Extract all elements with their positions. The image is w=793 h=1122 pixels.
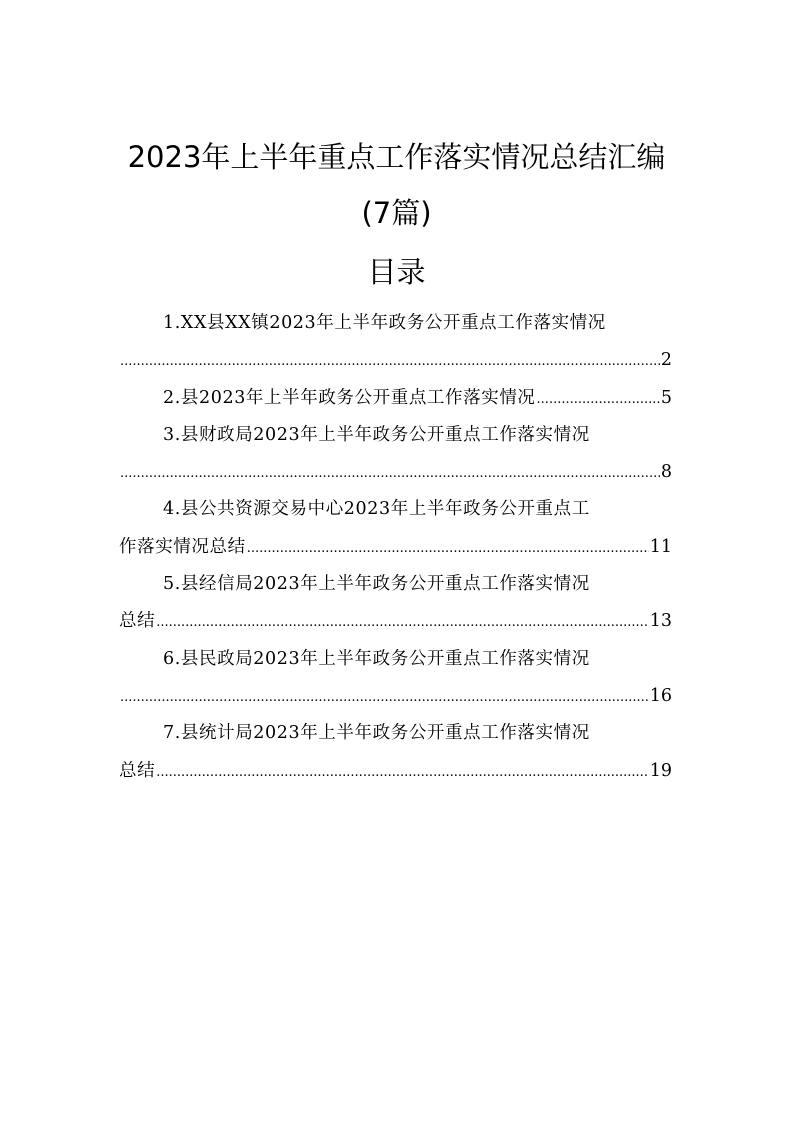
document-subtitle: (7篇) — [361, 196, 432, 230]
dot-leader — [537, 381, 660, 417]
toc-entry-title-cont: 总结 — [119, 611, 156, 632]
toc-entry-title: 2.县2023年上半年政务公开重点工作落实情况 — [163, 387, 536, 408]
document-title: 2023年上半年重点工作落实情况总结汇编 — [127, 140, 666, 174]
dot-leader — [156, 754, 649, 790]
toc-entry-title-cont: 作落实情况总结 — [119, 536, 246, 557]
toc-entry-title-cont: 总结 — [119, 760, 156, 781]
table-of-contents — [119, 305, 672, 790]
toc-entry-3[interactable] — [119, 417, 672, 492]
toc-entry-7[interactable] — [119, 715, 672, 790]
toc-page-number: 11 — [649, 536, 672, 557]
toc-entry-title: 7.县统计局2023年上半年政务公开重点工作落实情况 — [163, 723, 590, 744]
dot-leader — [156, 604, 649, 640]
toc-page-number: 8 — [660, 462, 672, 483]
toc-entry-title: 1.XX县XX镇2023年上半年政务公开重点工作落实情况 — [163, 313, 606, 333]
toc-page-number: 2 — [660, 350, 672, 371]
toc-page-number: 13 — [649, 611, 672, 632]
toc-entry-5[interactable] — [119, 566, 672, 641]
toc-page-number: 19 — [649, 760, 672, 781]
toc-entry-title: 6.县民政局2023年上半年政务公开重点工作落实情况 — [163, 648, 590, 669]
toc-entry-title: 5.县经信局2023年上半年政务公开重点工作落实情况 — [163, 574, 590, 595]
dot-leader — [247, 530, 649, 566]
toc-entry-2[interactable] — [119, 380, 672, 417]
toc-entry-1[interactable] — [119, 305, 672, 380]
dot-leader — [120, 679, 649, 715]
toc-entry-4[interactable] — [119, 491, 672, 566]
toc-entry-6[interactable] — [119, 641, 672, 716]
toc-page-number: 5 — [660, 387, 672, 408]
toc-entry-title: 4.县公共资源交易中心2023年上半年政务公开重点工 — [163, 499, 590, 520]
toc-page-number: 16 — [649, 685, 672, 706]
dot-leader — [120, 343, 660, 379]
toc-entry-title: 3.县财政局2023年上半年政务公开重点工作落实情况 — [163, 424, 590, 445]
dot-leader — [120, 455, 660, 491]
toc-heading: 目录 — [367, 255, 426, 289]
